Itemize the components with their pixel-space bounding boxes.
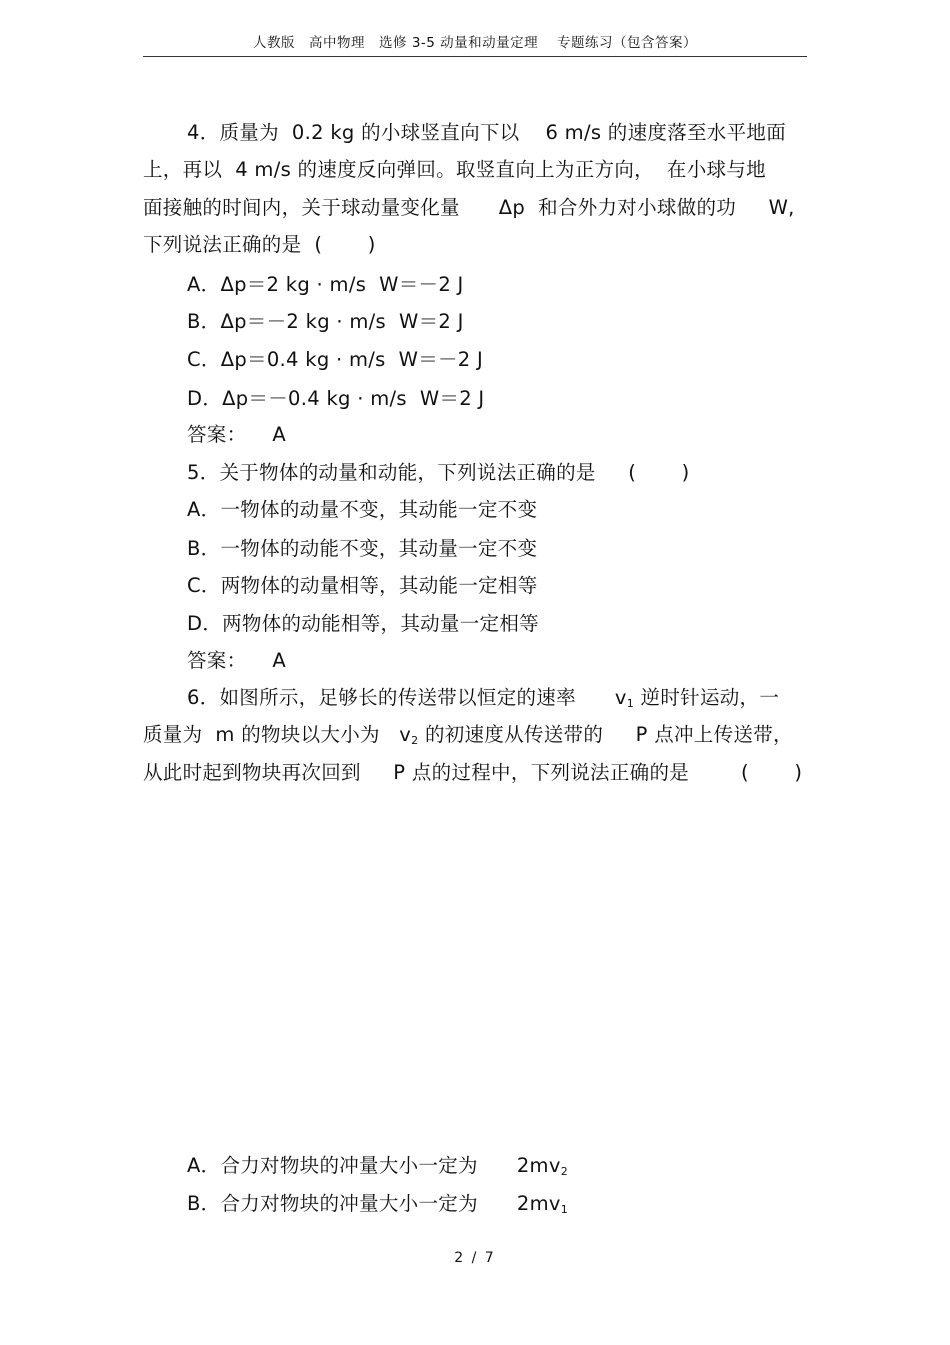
q4-option-d: D．Δp＝－0.4 kg · m/s W＝2 J	[187, 387, 485, 410]
q5-stem: 5．关于物体的动量和动能，下列说法正确的是 ( )	[187, 461, 690, 484]
q6-option-a	[187, 1154, 568, 1184]
q6-option-b-subscript: 1	[560, 1203, 569, 1216]
q6-option-a-text: A．合力对物块的冲量大小一定为 2mv	[187, 1154, 561, 1177]
q5-answer: 答案： A	[187, 649, 287, 672]
q6-option-b-text: B．合力对物块的冲量大小一定为 2mv	[187, 1192, 561, 1215]
q6-stem-line-3: 从此时起到物块再次回到 P 点的过程中，下列说法正确的是 ( )	[143, 761, 803, 784]
q4-option-c: C．Δp＝0.4 kg · m/s W＝－2 J	[187, 348, 484, 371]
q4-option-a: A．Δp＝2 kg · m/s W＝－2 J	[187, 273, 464, 296]
q6-line2-text: 质量为 m 的物块以大小为 v	[143, 723, 412, 746]
q6-line1-text-end: 逆时针运动，一	[634, 686, 780, 709]
q5-option-c: C．两物体的动量相等，其动能一定相等	[187, 574, 538, 597]
q5-option-b: B．一物体的动能不变，其动量一定不变	[187, 537, 538, 560]
q4-stem-line-2: 上，再以 4 m/s 的速度反向弹回。取竖直向上为正方向， 在小球与地	[143, 158, 766, 181]
q5-option-d: D．两物体的动能相等，其动量一定相等	[187, 612, 539, 635]
q4-stem-line-4: 下列说法正确的是 ( )	[143, 233, 376, 256]
q4-answer: 答案： A	[187, 423, 287, 446]
figure-blank-area	[143, 800, 807, 1140]
q6-stem-line-1	[187, 686, 779, 716]
q6-line1-text: 6．如图所示，足够长的传送带以恒定的速率 v	[187, 686, 627, 709]
q6-line2-text-end: 的初速度从传送带的 P 点冲上传送带，	[418, 723, 793, 746]
q6-line1-subscript: 1	[626, 697, 635, 710]
q4-option-b: B．Δp＝－2 kg · m/s W＝2 J	[187, 310, 464, 333]
page-number: 2 / 7	[454, 1250, 496, 1266]
q4-stem-line-3: 面接触的时间内，关于球动量变化量 Δp 和合外力对小球做的功 W,	[143, 196, 795, 219]
q6-line2-subscript: 2	[411, 734, 419, 747]
q6-stem-line-2	[143, 723, 793, 753]
q5-option-a: A．一物体的动量不变，其动能一定不变	[187, 498, 538, 521]
page-header: 人教版 高中物理 选修 3-5 动量和动量定理 专题练习（包含答案）	[143, 30, 807, 57]
q6-option-b	[187, 1192, 568, 1222]
q4-stem-line-1: 4．质量为 0.2 kg 的小球竖直向下以 6 m/s 的速度落至水平地面	[187, 121, 787, 144]
q6-option-a-subscript: 2	[560, 1165, 568, 1178]
